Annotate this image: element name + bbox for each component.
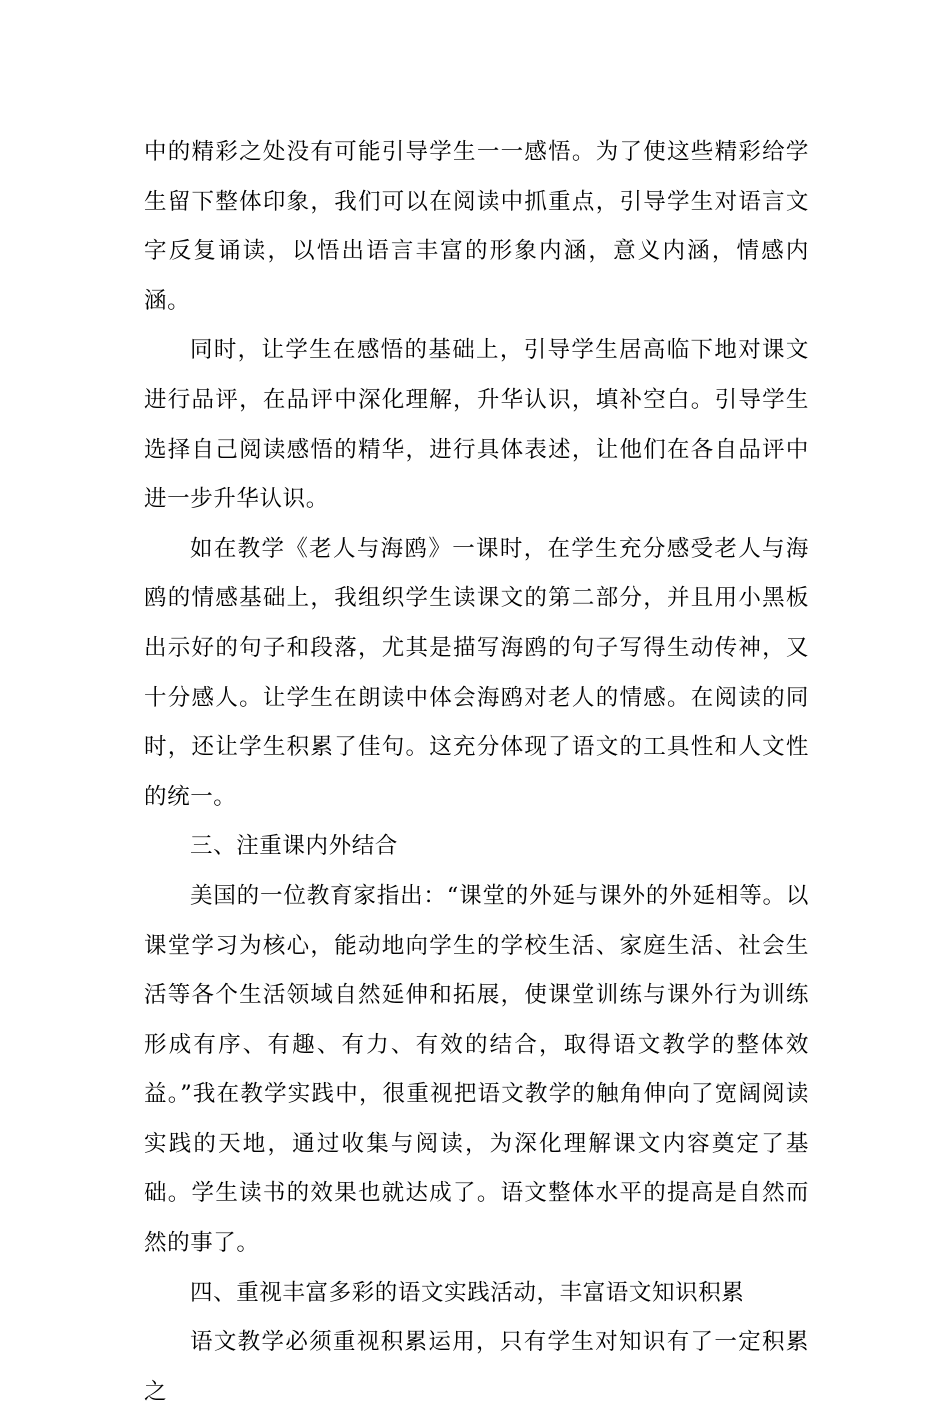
section-heading-3: 三、注重课内外结合	[190, 833, 398, 860]
paragraph-1: 中的精彩之处没有可能引导学生一一感悟。为了使这些精彩给学生留下整体印象，我们可以在阅读中抓重点，引导学生对语言文字反复诵读，以悟出语言丰富的形象内涵，意义内涵，情感内涵。	[144, 139, 809, 314]
paragraph-5: 语文教学必须重视积累运用，只有学生对知识有了一定积累之	[144, 1329, 809, 1405]
paragraph-3: 如在教学《老人与海鸥》一课时，在学生充分感受老人与海鸥的情感基础上，我组织学生读课文的第二部分，并且用小黑板出示好的句子和段落，尤其是描写海鸥的句子写得生动传神，又十分感人。让学生在朗读中体会海鸥对老人的情感。在阅读的同时，还让学生积累了佳句。这充分体现了语文的工具性和人文性的统一。	[144, 535, 809, 810]
body-text	[144, 128, 809, 1417]
section-heading-4: 四、重视丰富多彩的语文实践活动，丰富语文知识积累	[190, 1279, 745, 1306]
paragraph-4: 美国的一位教育家指出：“课堂的外延与课外的外延相等。以课堂学习为核心，能动地向学生的学校生活、家庭生活、社会生活等各个生活领域自然延伸和拓展，使课堂训练与课外行为训练形成有序、有趣、有力、有效的结合，取得语文教学的整体效益。”我在教学实践中，很重视把语文教学的触角伸向了宽阔阅读实践的天地，通过收集与阅读，为深化理解课文内容奠定了基础。学生读书的效果也就达成了。语文整体水平的提高是自然而然的事了。	[144, 882, 809, 1257]
paragraph-2: 同时，让学生在感悟的基础上，引导学生居高临下地对课文进行品评，在品评中深化理解，升华认识，填补空白。引导学生选择自己阅读感悟的精华，进行具体表述，让他们在各自品评中进一步升华认识。	[144, 337, 809, 513]
